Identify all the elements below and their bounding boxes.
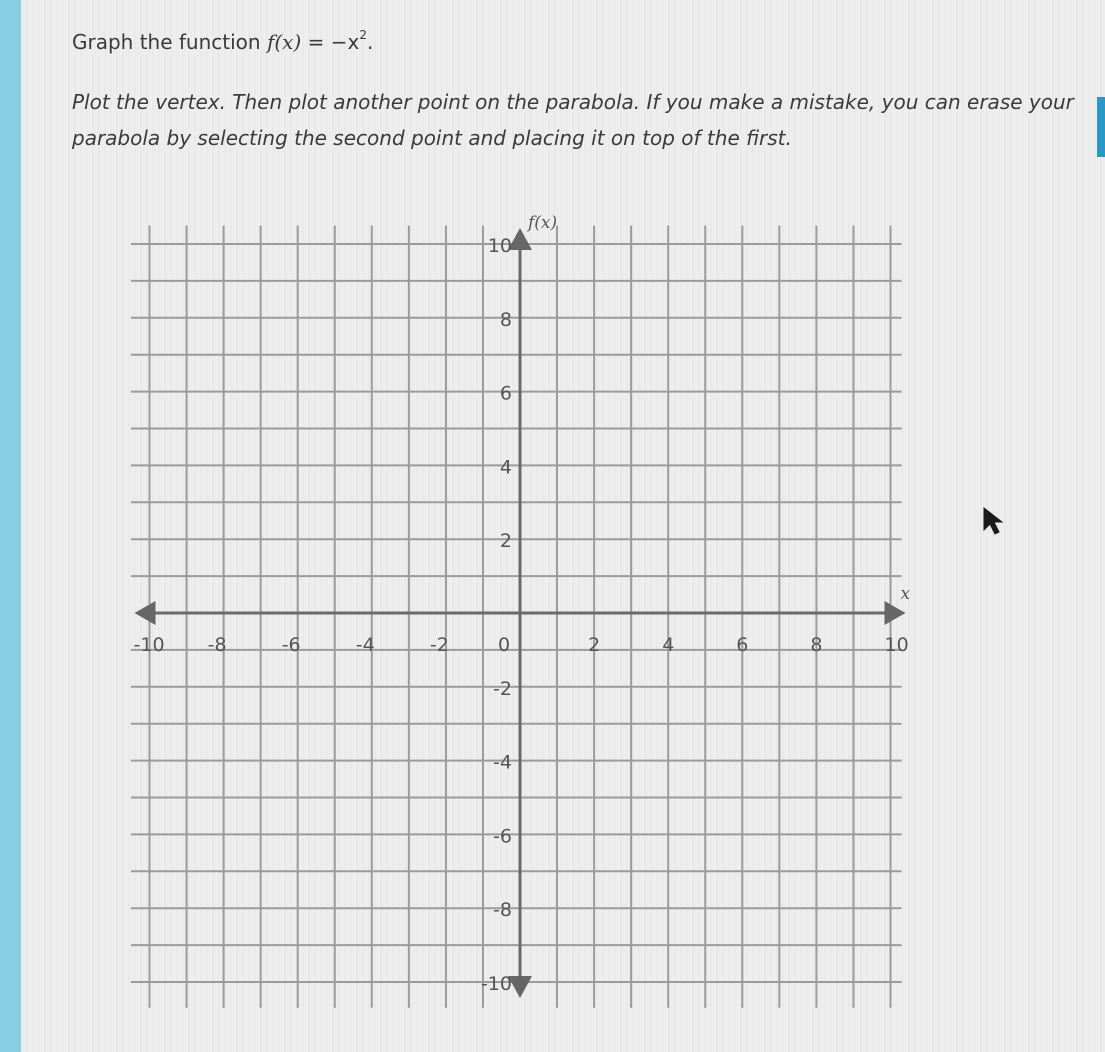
y-tick-label: -6 [493, 825, 512, 848]
y-tick-label: -2 [493, 677, 512, 700]
question-suffix: . [366, 30, 374, 54]
y-tick-label: -8 [493, 899, 512, 922]
y-axis-label: f(x) [528, 213, 558, 233]
y-tick-label: 8 [499, 308, 512, 331]
x-axis-label: x [900, 584, 911, 604]
x-tick-label: -2 [429, 634, 449, 656]
function-exponent: 2 [359, 28, 367, 43]
x-tick-label: -4 [355, 634, 375, 656]
arrow-cursor-icon [982, 506, 1008, 536]
x-tick-label: -8 [207, 634, 227, 656]
grid-lines [131, 226, 902, 1008]
y-tick-label: 6 [499, 382, 512, 405]
x-tick-label: 2 [588, 634, 601, 656]
x-tick-label: 10 [884, 634, 909, 656]
x-tick-label: 6 [736, 634, 749, 656]
y-tick-label: 2 [499, 530, 512, 553]
function-name: f(x) [266, 30, 302, 54]
x-tick-label: -6 [281, 634, 301, 656]
x-tick-label: 8 [810, 634, 823, 656]
function-equals: = −x [301, 30, 360, 54]
y-tick-labels [481, 235, 512, 995]
x-tick-label: 4 [662, 634, 675, 656]
y-tick-label: 4 [499, 456, 512, 479]
x-axis-right-arrow-icon [885, 601, 906, 625]
question-prefix: Graph the function [72, 30, 267, 54]
y-tick-label: -10 [480, 973, 512, 995]
x-axis-left-arrow-icon [135, 601, 156, 625]
x-tick-label: -10 [133, 634, 165, 656]
y-tick-label: 10 [487, 235, 512, 257]
x-tick-label: 0 [498, 634, 511, 656]
instructions-text: Plot the vertex. Then plot another point on the parabola. If you make a mistake, you can erase your parabola by selecting the second point and placing it on top of the first. [72, 90, 1074, 150]
y-tick-label: -4 [493, 751, 512, 774]
